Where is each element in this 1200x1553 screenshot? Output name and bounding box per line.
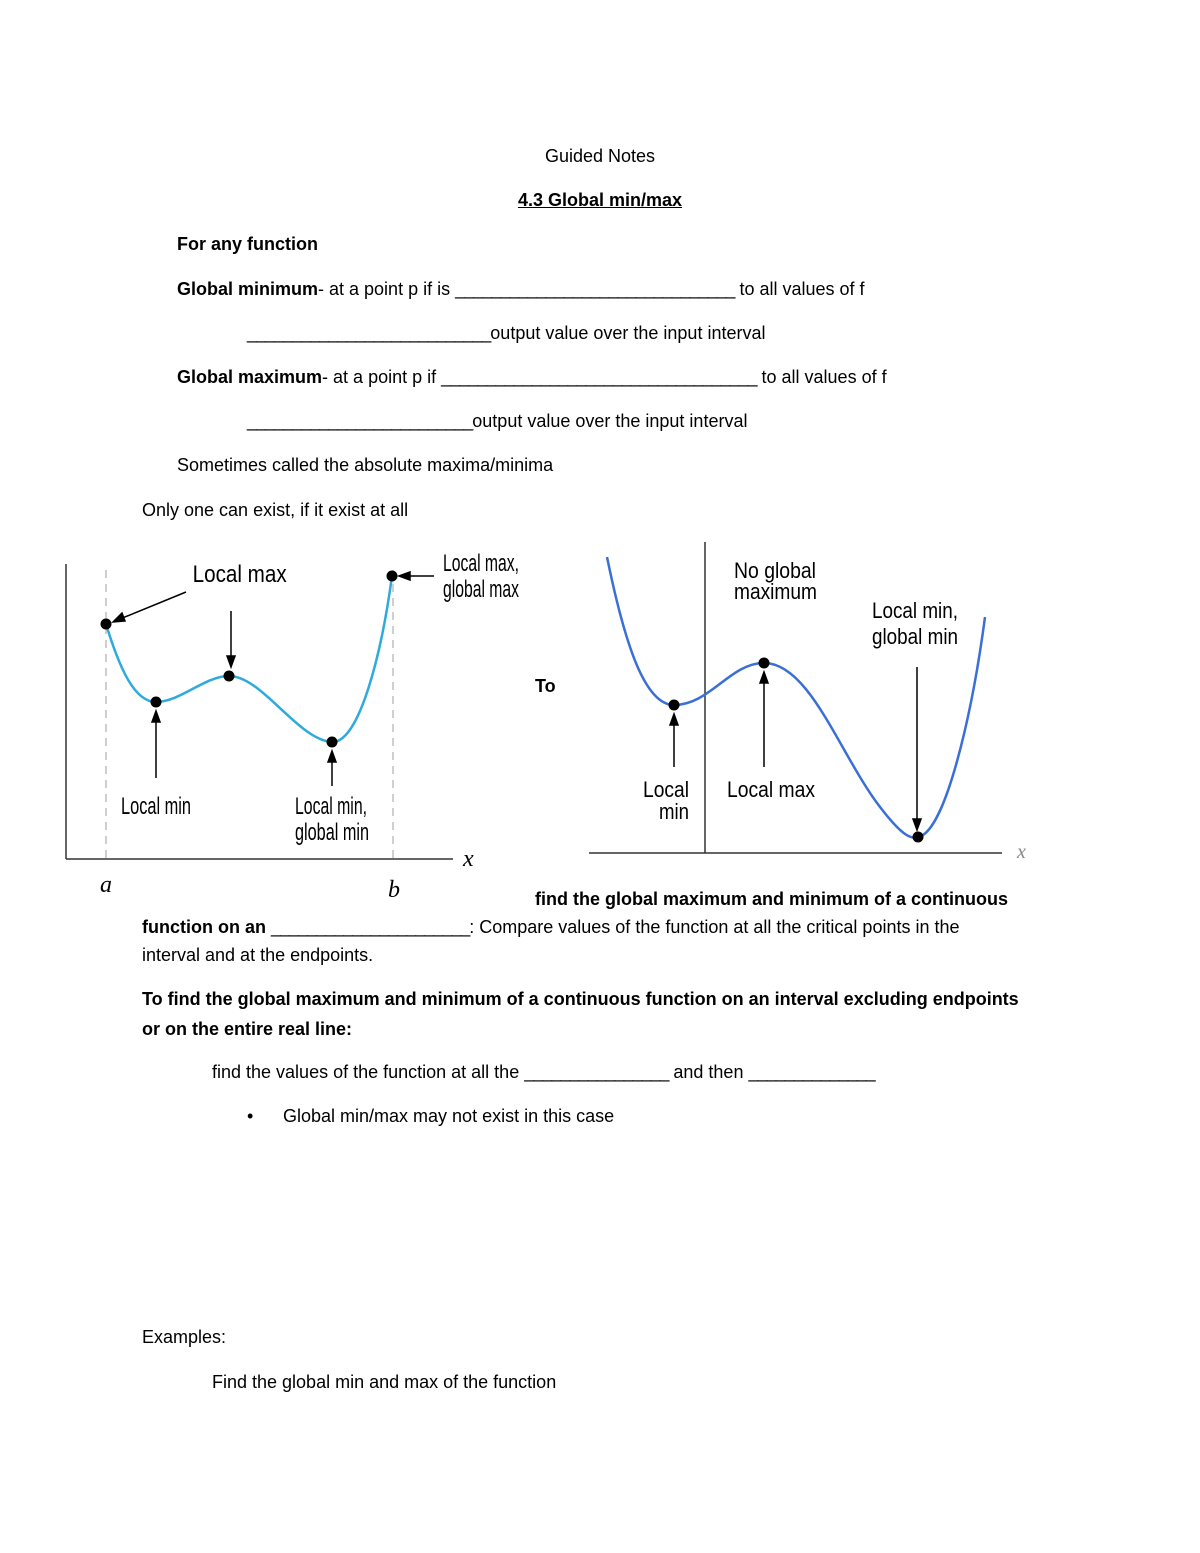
document-title: Guided Notes: [544, 146, 656, 166]
find-blank1: ________________: [524, 1062, 669, 1082]
open-interval-line2: or on the entire real line:: [142, 1019, 353, 1039]
closed-interval-line1: find the global maximum and minimum of a continuous: [535, 889, 1009, 909]
gmax-blank2: _________________________: [247, 411, 473, 431]
closed-interval-line2: [142, 916, 960, 938]
global-minimum-definition: [177, 278, 865, 300]
figure-closed-interval: [0, 540, 520, 903]
gmin-blank2: ___________________________: [247, 323, 491, 343]
only-one-note: Only one can exist, if it exist at all: [142, 500, 409, 520]
fig1-label-local-min-global-1: Local min,: [295, 793, 367, 820]
bullet-text: Global min/max may not exist in this case: [283, 1106, 615, 1126]
global-maximum-line2: [247, 410, 747, 432]
fig1-point-local-max: [224, 671, 235, 682]
find-values-line: [212, 1061, 875, 1083]
fig1-label-local-min: Local min: [121, 793, 191, 820]
gmax-text2: to all values of f: [756, 367, 887, 387]
gmin-text3: output value over the input interval: [490, 323, 766, 343]
section-heading: 4.3 Global min/max: [517, 190, 683, 210]
global-minimum-line2: [247, 322, 765, 344]
fig2-point-local-min: [669, 700, 680, 711]
closed-interval-bold: function on an: [142, 917, 271, 937]
fig2-label-local-min-2: min: [659, 799, 689, 824]
find-blank2: ______________: [748, 1062, 875, 1082]
example-1-prompt: Find the global min and max of the function: [212, 1372, 557, 1392]
fig1-axis-b-label: b: [388, 877, 400, 903]
global-minimum-term: Global minimum: [177, 279, 319, 299]
fig1-arrows: [113, 572, 434, 786]
find-text1: find the values of the function at all the: [212, 1062, 525, 1082]
fig1-axis-a-label: a: [100, 872, 112, 898]
bullet-item: [247, 1105, 614, 1127]
fig2-label-local-min-global-2: global min: [872, 624, 958, 649]
fig1-point-local-min: [151, 697, 162, 708]
to-label: To: [535, 676, 556, 696]
fig1-label-local-min-global-2: global min: [295, 819, 369, 846]
gmin-text2: to all values of f: [734, 279, 865, 299]
fig1-label-local-max-global-2: global max: [443, 576, 519, 603]
fig1-point-global-max: [387, 571, 398, 582]
fig1-point-global-min: [327, 737, 338, 748]
for-any-function: For any function: [177, 234, 318, 254]
fig2-label-local-min-1: Local: [643, 777, 689, 802]
sometimes-called-note: Sometimes called the absolute maxima/minima: [177, 455, 554, 475]
bullet-dot: •: [247, 1106, 254, 1126]
gmax-blank1: ___________________________________: [441, 367, 757, 387]
fig2-label-local-min-global-1: Local min,: [872, 598, 958, 623]
fig2-label-no-global-1: No global: [734, 558, 816, 583]
fig2-label-no-global-2: maximum: [734, 579, 817, 604]
fig1-curve: [106, 576, 392, 742]
figure-open-interval: [580, 535, 1040, 875]
closed-interval-rest: : Compare values of the function at all the critical points in the: [469, 917, 960, 937]
fig1-point-endpoint-a: [101, 619, 112, 630]
fig2-axis-x-label: x: [1017, 841, 1026, 863]
examples-heading: Examples:: [142, 1327, 227, 1347]
gmax-text3: output value over the input interval: [472, 411, 748, 431]
fig1-axis-x-label: x: [463, 846, 474, 872]
global-maximum-term: Global maximum: [177, 367, 323, 387]
gmax-text1: - at a point p if: [322, 367, 442, 387]
find-text2: and then: [668, 1062, 749, 1082]
gmin-blank1: _______________________________: [455, 279, 735, 299]
open-interval-line1: To find the global maximum and minimum of a continuous function on an interval excluding endpoints: [142, 989, 1019, 1009]
global-maximum-definition: [177, 366, 887, 388]
closed-interval-blank: ______________________: [270, 917, 470, 937]
gmin-text1: - at a point p if is: [318, 279, 456, 299]
fig1-label-local-max-global-1: Local max,: [443, 550, 519, 577]
closed-interval-line3: interval and at the endpoints.: [142, 945, 374, 965]
fig1-label-local-max: Local max: [192, 560, 287, 588]
fig2-point-local-max: [759, 658, 770, 669]
fig2-label-local-max: Local max: [727, 777, 815, 802]
fig2-point-global-min: [913, 832, 924, 843]
